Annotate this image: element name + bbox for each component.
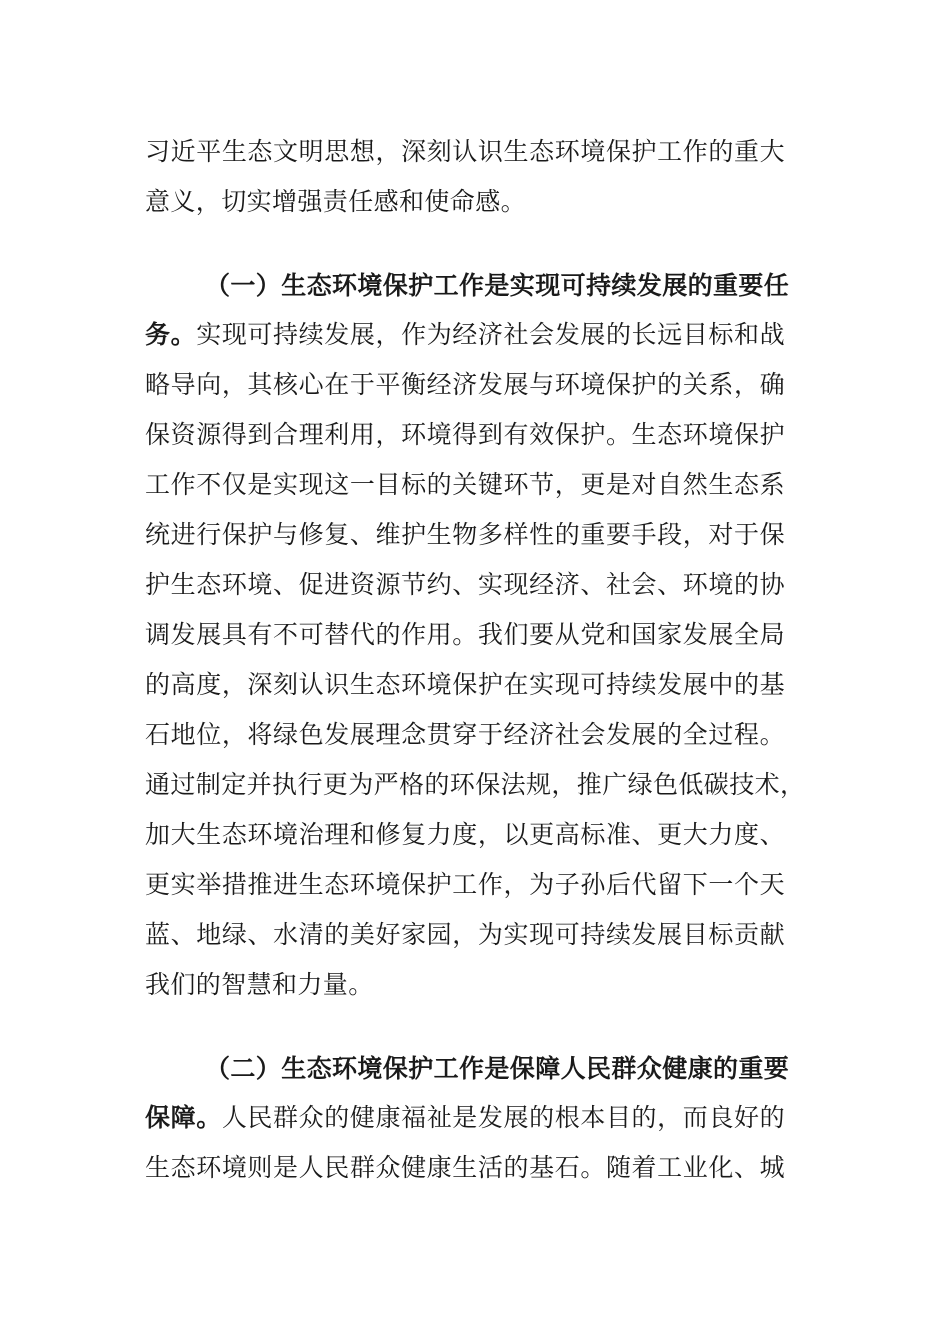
section1-line-6: 统进行保护与修复、维护生物多样性的重要手段，对于保	[145, 520, 785, 549]
section1-line-11: 通过制定并执行更为严格的环保法规，推广绿色低碳技术，	[145, 770, 806, 799]
section1-line-2	[145, 315, 785, 355]
intro-line-2: 意义，切实增强责任感和使命感。	[145, 187, 527, 216]
section1-line-9: 的高度，深刻认识生态环境保护在实现可持续发展中的基	[145, 670, 785, 699]
section2-line-3: 生态环境则是人民群众健康生活的基石。随着工业化、城	[145, 1153, 785, 1182]
section1-line-13: 更实举措推进生态环境保护工作，为子孙后代留下一个天	[145, 870, 785, 899]
section1-heading-end: 务。	[145, 320, 197, 349]
section1-line-15: 我们的智慧和力量。	[145, 970, 374, 999]
section1-line-7: 护生态环境、促进资源节约、实现经济、社会、环境的协	[145, 570, 785, 599]
section1-line-12: 加大生态环境治理和修复力度，以更高标准、更大力度、	[145, 820, 785, 849]
section1-line-3: 略导向，其核心在于平衡经济发展与环境保护的关系，确	[145, 370, 785, 399]
section1-line-2-text: 实现可持续发展，作为经济社会发展的长远目标和战	[196, 320, 785, 349]
section2-line-2	[145, 1098, 785, 1138]
section2-heading-end: 保障。	[145, 1103, 222, 1132]
section2-heading: （二）生态环境保护工作是保障人民群众健康的重要	[205, 1054, 790, 1083]
intro-line-1: 习近平生态文明思想，深刻认识生态环境保护工作的重大	[145, 137, 785, 166]
section1-heading: （一）生态环境保护工作是实现可持续发展的重要任	[205, 271, 790, 300]
section1-line-5: 工作不仅是实现这一目标的关键环节，更是对自然生态系	[145, 470, 785, 499]
section1-line-4: 保资源得到合理利用，环境得到有效保护。生态环境保护	[145, 420, 785, 449]
section1-line-14: 蓝、地绿、水清的美好家园，为实现可持续发展目标贡献	[145, 920, 785, 949]
section1-line-10: 石地位，将绿色发展理念贯穿于经济社会发展的全过程。	[145, 720, 785, 749]
section1-line-8: 调发展具有不可替代的作用。我们要从党和国家发展全局	[145, 620, 785, 649]
section2-line-2-text: 人民群众的健康福祉是发展的根本目的，而良好的	[221, 1103, 785, 1132]
